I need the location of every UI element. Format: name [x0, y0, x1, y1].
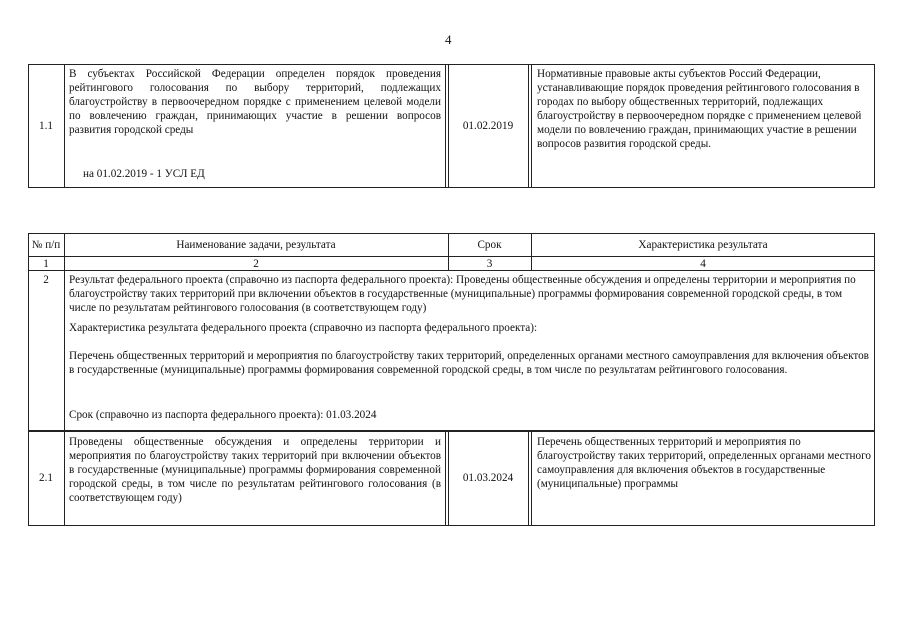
row-number-2: 2 [43, 274, 49, 286]
result-2-1: Перечень общественных территорий и мероприятия по благоустройству таких территорий, определенных органами местного самоуправления для включения объектов в государственные (муниципальные) программы [537, 436, 871, 491]
header-num: № п/п [31, 239, 61, 251]
federal-project-result: Результат федерального проекта (справочно из паспорта федерального проекта): Проведены общественные обсуждения и определены территории и мероприятия по благоустройству таких территорий при включении объектов в государственные (муниципальные) программы формирования современной городской среды, в том числе по результатам рейтингового голосования (в соответствующем году) [69, 274, 856, 315]
header-term: Срок [477, 239, 502, 251]
row-number-2-1: 2.1 [39, 472, 53, 484]
characteristic-label: Характеристика результата федерального проекта (справочно из паспорта федерального проекта): [69, 322, 538, 334]
page-number: 4 [445, 32, 452, 47]
task-description-2-1: Проведены общественные обсуждения и определены территории и мероприятия по благоустройству таких территорий при включении объектов в государственные (муниципальные) программы формирования современной городской среды, в том числе по результатам рейтингового голосования (в соответствующем году) [69, 436, 441, 505]
col-number-4: 4 [700, 258, 706, 270]
header-result: Характеристика результата [638, 239, 768, 251]
col-number-3: 3 [486, 258, 493, 270]
task-note-1-1: на 01.02.2019 - 1 УСЛ ЕД [83, 168, 205, 180]
task-description-1-1: В субъектах Российской Федерации определен порядок проведения рейтингового голосования по выбору территорий, подлежащих благоустройству в первоочередном порядке с применением целевой модели по вовлечению граждан, принимающих участие в решении вопросов развития городской среды [69, 68, 441, 137]
col-number-2: 2 [253, 258, 259, 270]
date-1-1: 01.02.2019 [462, 120, 514, 132]
col-number-1: 1 [43, 258, 49, 270]
federal-deadline: Срок (справочно из паспорта федерального проекта): 01.03.2024 [69, 409, 377, 421]
result-1-1: Нормативные правовые акты субъектов Россий Федерации, устанавливающие порядок проведения рейтингового голосования в городах по выбору общественных территорий, подлежащих благоустройству в первоочередном порядке с применением целевой модели по вовлечению граждан, принимающих участие в решении вопросов развития городской среды. [537, 68, 862, 151]
header-name: Наименование задачи, результата [176, 239, 336, 251]
date-2-1: 01.03.2024 [462, 472, 514, 484]
row-number-1-1: 1.1 [39, 120, 53, 132]
characteristic-text: Перечень общественных территорий и мероприятия по благоустройству таких территорий, определенных органами местного самоуправления для включения объектов в государственные (муниципальные) программы формирования современной городской среды, в том числе по результатам рейтингового голосования. [69, 350, 869, 377]
